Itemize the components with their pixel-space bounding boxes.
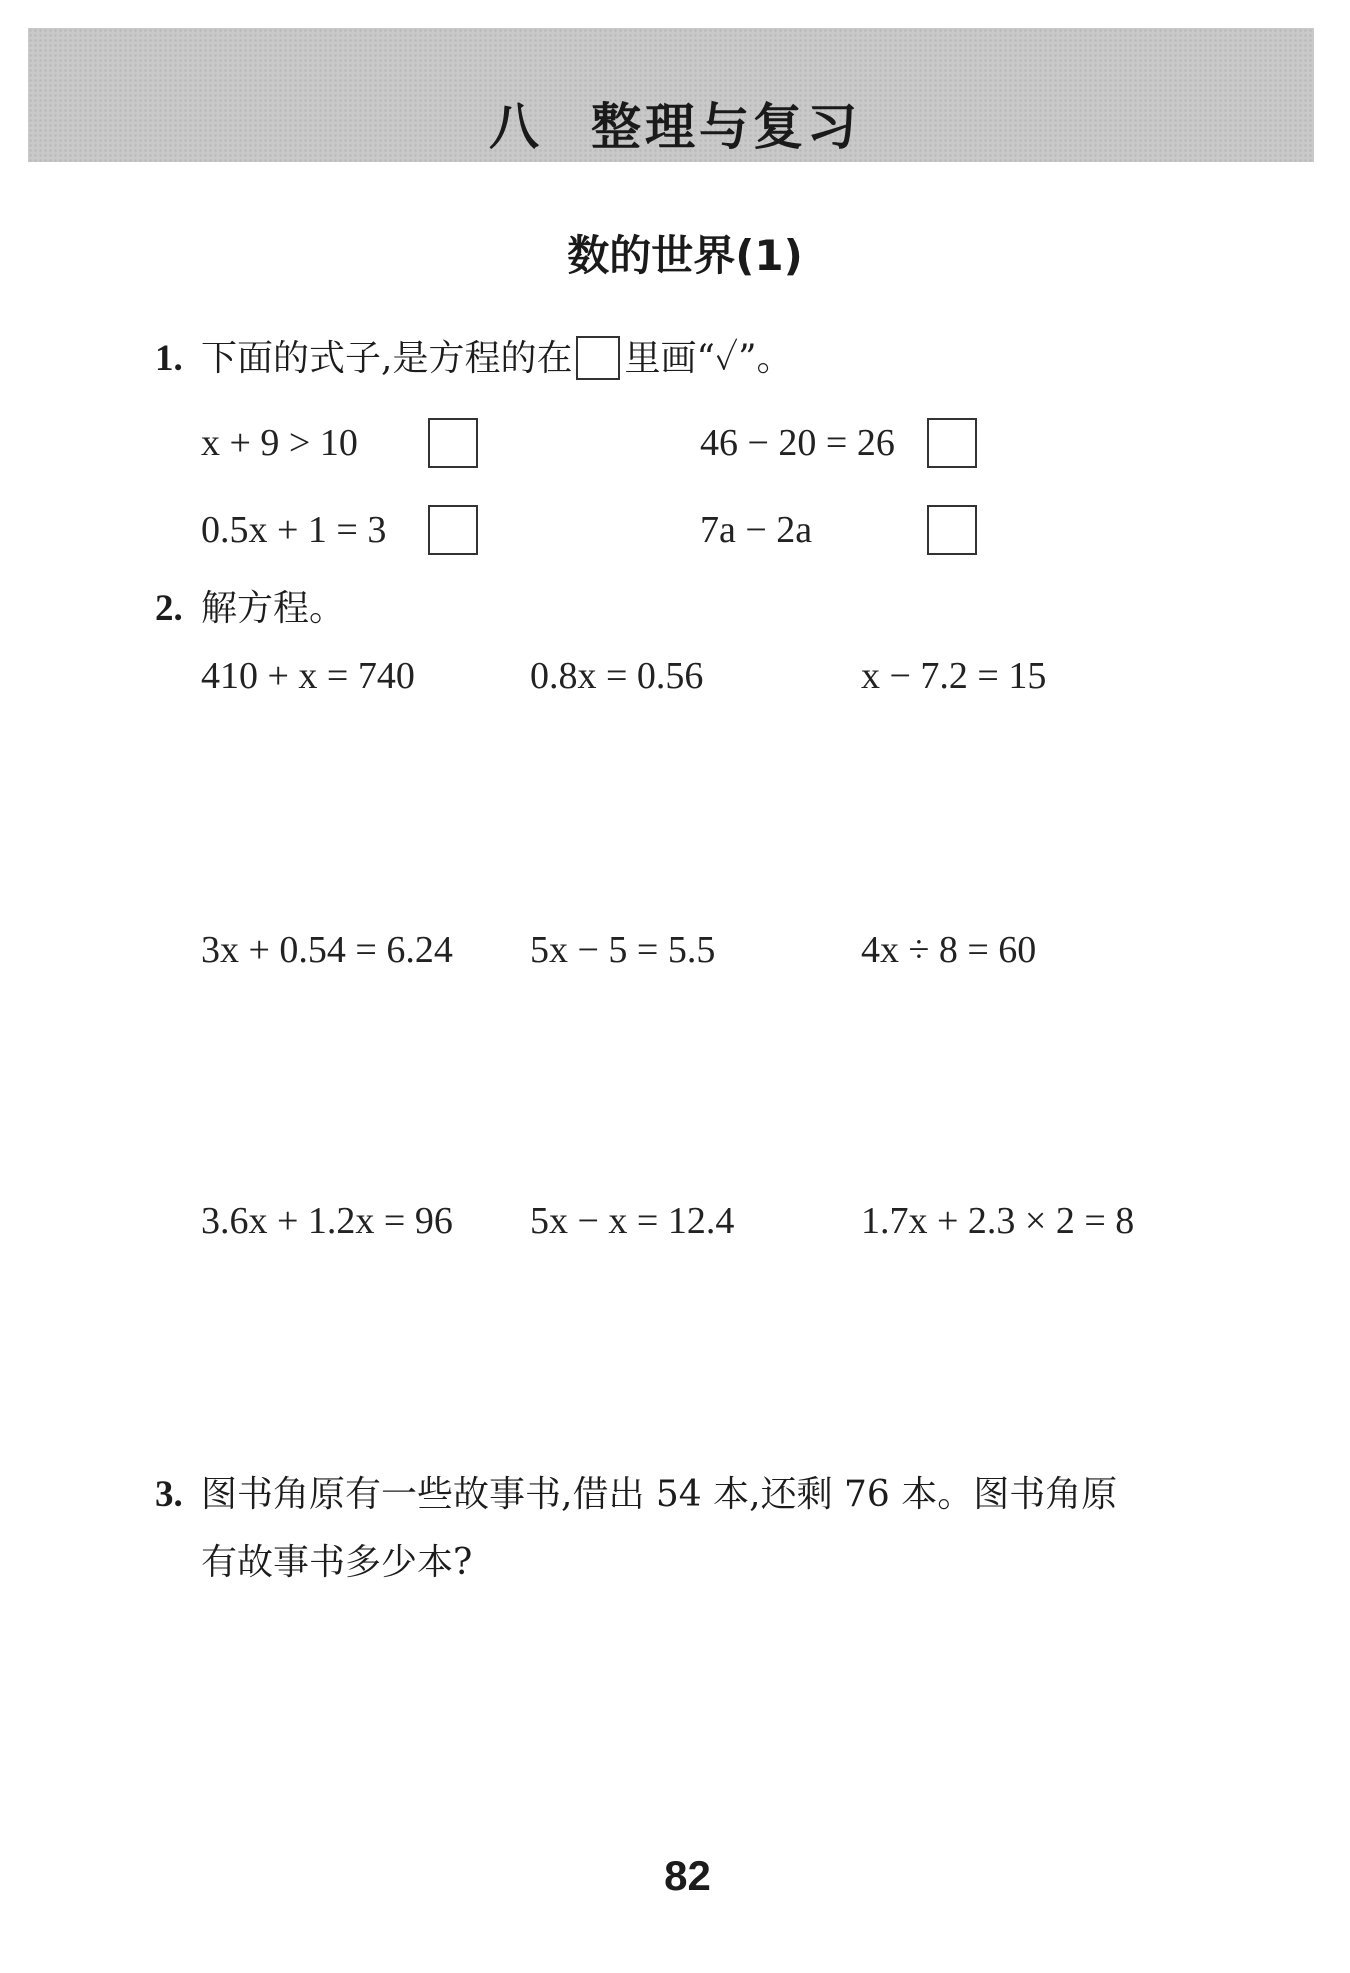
q1-checkbox-2[interactable] [927, 418, 977, 468]
q1-item-4: 7a − 2a [700, 509, 813, 551]
q2-equation-2: 0.8x = 0.56 [530, 655, 704, 697]
q1-checkbox-3[interactable] [428, 505, 478, 555]
q2-equation-8: 5x − x = 12.4 [530, 1200, 735, 1242]
section-title: 数的世界(1) [567, 231, 803, 280]
q1-item-1: x + 9 > 10 [201, 422, 358, 464]
q2-equation-7: 3.6x + 1.2x = 96 [201, 1200, 453, 1242]
q1-item-2: 46 − 20 = 26 [700, 422, 895, 464]
q2-equation-6: 4x ÷ 8 = 60 [861, 929, 1037, 971]
chapter-title [0, 97, 1350, 157]
q2-equation-1: 410 + x = 740 [201, 655, 415, 697]
q2-equation-9: 1.7x + 2.3 × 2 = 8 [861, 1200, 1135, 1242]
q1-prompt-start: 下面的式子,是方程的在 [201, 338, 573, 379]
q1-item-3: 0.5x + 1 = 3 [201, 509, 387, 551]
q2-number: 2. [155, 588, 183, 629]
q1-checkbox-4[interactable] [927, 505, 977, 555]
chapter-name: 整理与复习 [591, 98, 861, 156]
q1-prompt [201, 334, 792, 384]
page-number: 82 [664, 1852, 711, 1899]
q1-checkbox-1[interactable] [428, 418, 478, 468]
q2-equation-3: x − 7.2 = 15 [861, 655, 1047, 697]
q2-equation-5: 5x − 5 = 5.5 [530, 929, 716, 971]
q1-number: 1. [155, 338, 183, 379]
answer-box-sample [576, 336, 620, 380]
q2-prompt: 解方程。 [201, 588, 346, 629]
q3-number: 3. [155, 1474, 183, 1515]
q2-equation-4: 3x + 0.54 = 6.24 [201, 929, 453, 971]
q3-text-line-1: 图书角原有一些故事书,借出 54 本,还剩 76 本。图书角原 [201, 1474, 1118, 1515]
q3-text-line-2: 有故事书多少本? [201, 1542, 473, 1583]
chapter-number: 八 [489, 98, 543, 156]
q1-prompt-end: 里画“✓”。 [624, 338, 793, 379]
